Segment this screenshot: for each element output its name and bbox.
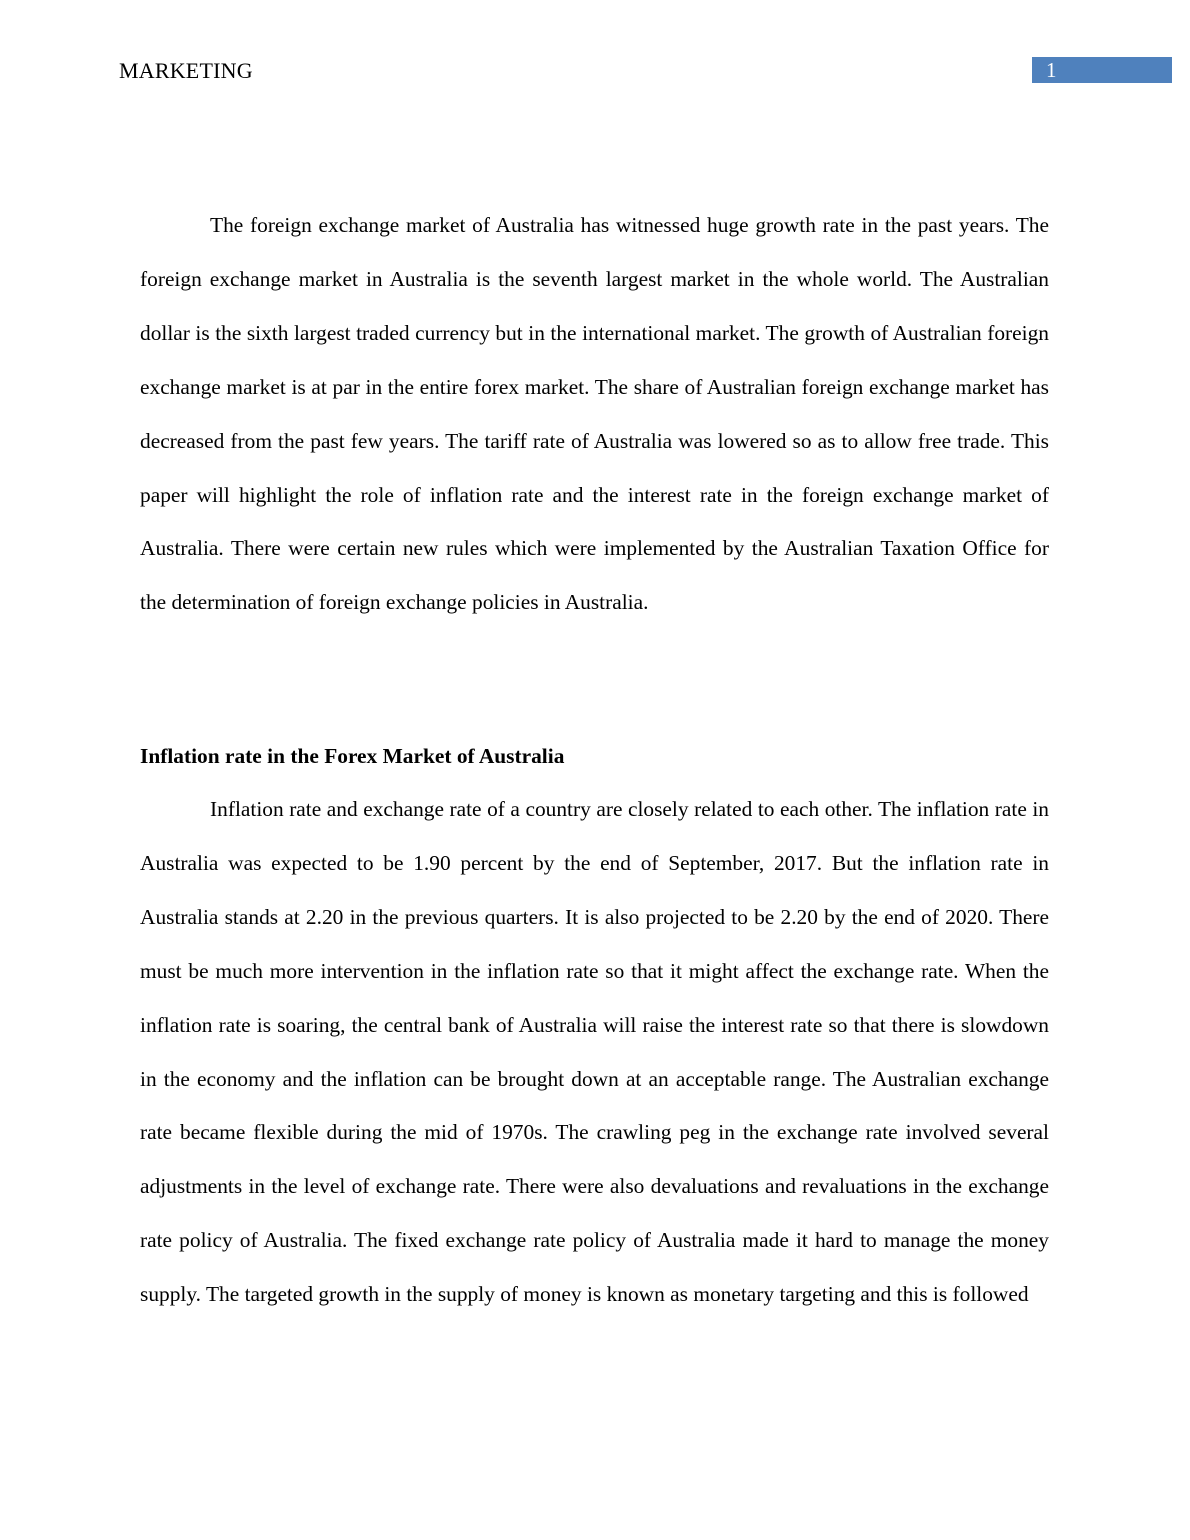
inflation-paragraph: Inflation rate and exchange rate of a country are closely related to each other. The inflation rate in Australia was expected to be 1.90 percent by the end of September, 2017. But the inflation rate in Australia stands at 2.20 in the previous quarters. It is also projected to be 2.20 by the end of 2020. There must be much more intervention in the inflation rate so that it might affect the exchange rate. When the inflation rate is soaring, the central bank of Australia will raise the interest rate so that there is slowdown in the economy and the inflation can be brought down at an acceptable range. The Australian exchange rate became flexible during the mid of 1970s. The crawling peg in the exchange rate involved several adjustments in the level of exchange rate. There were also devaluations and revaluations in the exchange rate policy of Australia. The fixed exchange rate policy of Australia made it hard to manage the money supply. The targeted growth in the supply of money is known as monetary targeting and this is followed (140, 797, 1049, 1307)
intro-paragraph: The foreign exchange market of Australia has witnessed huge growth rate in the past years. The foreign exchange market in Australia is the seventh largest market in the whole world. The Australian dollar is the sixth largest traded currency but in the international market. The growth of Australian foreign exchange market is at par in the entire forex market. The share of Australian foreign exchange market has decreased from the past few years. The tariff rate of Australia was lowered so as to allow free trade. This paper will highlight the role of inflation rate and the interest rate in the foreign exchange market of Australia. There were certain new rules which were implemented by the Australian Taxation Office for the determination of foreign exchange policies in Australia. (140, 213, 1049, 615)
page-number-box (1032, 57, 1172, 83)
page-number: 1 (1046, 58, 1057, 82)
running-head: MARKETING (119, 58, 253, 83)
section-heading: Inflation rate in the Forex Market of Australia (140, 744, 565, 768)
